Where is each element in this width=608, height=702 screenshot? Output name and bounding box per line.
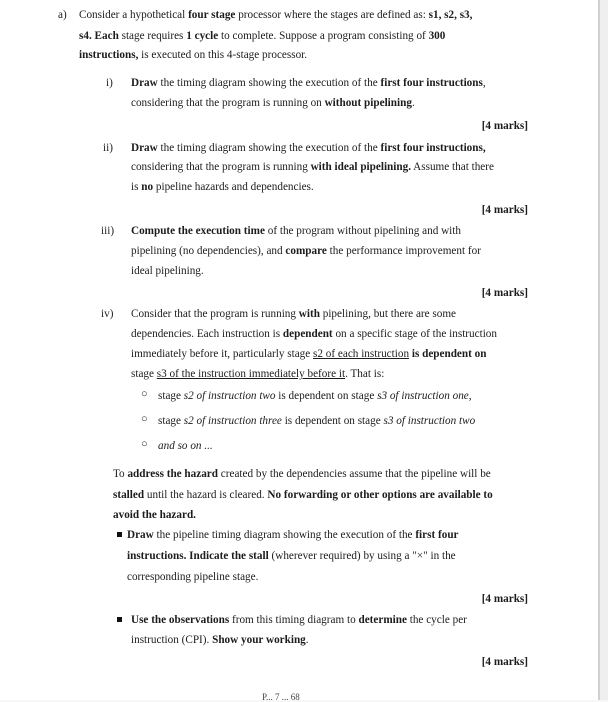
part-iii-number: iii) (101, 225, 115, 237)
hollow-bullet-icon: ○ (141, 388, 148, 400)
question-line-1: Consider a hypothetical four stage processor where the stages are defined as: s1, s2, s3, (79, 9, 473, 21)
question-line-2: s4. Each stage requires 1 cycle to complete. Suppose a program consisting of 300 (79, 30, 446, 42)
task-1-line-3: corresponding pipeline stage. (127, 571, 259, 583)
part-ii-line-3: is no pipeline hazards and dependencies. (131, 181, 314, 193)
hazard-line-3: avoid the hazard. (113, 509, 196, 521)
part-i-number: i) (106, 77, 113, 89)
hazard-line-2: stalled until the hazard is cleared. No forwarding or other options are available to (113, 489, 493, 501)
part-ii-number: ii) (103, 142, 113, 154)
question-label: a) (58, 9, 67, 21)
part-ii-line-2: considering that the program is running with ideal pipelining. Assume that there (131, 161, 494, 173)
task-1-marks: [4 marks] (481, 593, 528, 605)
part-iii-line-3: ideal pipelining. (131, 265, 204, 277)
part-iv-number: iv) (101, 308, 114, 320)
square-bullet-icon (117, 532, 122, 537)
task-1-line-2: instructions. Indicate the stall (wherever required) by using a "×" in the (127, 550, 456, 562)
square-bullet-icon (117, 617, 122, 622)
part-iv-line-1: Consider that the program is running with pipelining, but there are some (131, 308, 457, 320)
viewer-edge (600, 0, 608, 700)
part-iii-marks: [4 marks] (481, 287, 528, 299)
part-iv-line-2: dependencies. Each instruction is dependent on a specific stage of the instruction (131, 328, 497, 340)
dependency-item-1: stage s2 of instruction two is dependent on stage s3 of instruction one, (158, 390, 472, 402)
part-iv-line-4: stage s3 of the instruction immediately before it. That is: (131, 368, 385, 380)
dependency-item-2: stage s2 of instruction three is dependent on stage s3 of instruction two (158, 415, 476, 427)
part-i-marks: [4 marks] (481, 120, 528, 132)
hazard-line-1: To address the hazard created by the dependencies assume that the pipeline will be (113, 468, 491, 480)
task-2-marks: [4 marks] (481, 656, 528, 668)
part-ii-line-1: Draw the timing diagram showing the execution of the first four instructions, (131, 142, 486, 154)
part-iii-line-2: pipelining (no dependencies), and compare the performance improvement for (131, 245, 481, 257)
page-footer: P... 7 ... 68 (262, 692, 300, 702)
task-1-line-1: Draw the pipeline timing diagram showing the execution of the first four (127, 529, 459, 541)
hollow-bullet-icon: ○ (141, 413, 148, 425)
dependency-item-3: and so on ... (158, 440, 213, 452)
task-2-line-2: instruction (CPI). Show your working. (131, 634, 309, 646)
part-ii-marks: [4 marks] (481, 204, 528, 216)
hollow-bullet-icon: ○ (141, 438, 148, 450)
part-iii-line-1: Compute the execution time of the program without pipelining and with (131, 225, 461, 237)
task-2-line-1: Use the observations from this timing diagram to determine the cycle per (131, 614, 467, 626)
part-i-line-1: Draw the timing diagram showing the execution of the first four instructions, (131, 77, 486, 89)
part-iv-line-3: immediately before it, particularly stage s2 of each instruction is dependent on (131, 348, 487, 360)
part-i-line-2: considering that the program is running on without pipelining. (131, 97, 415, 109)
question-line-3: instructions, is executed on this 4-stage processor. (79, 49, 308, 61)
